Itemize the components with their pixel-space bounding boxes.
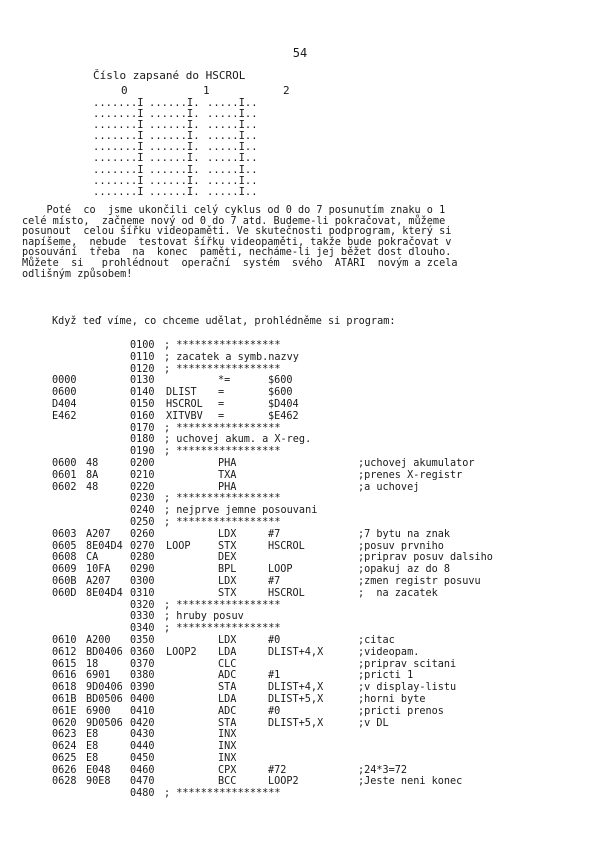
listing-operand: #0 bbox=[268, 705, 281, 717]
listing-line-number: 0100 bbox=[130, 340, 155, 351]
grid-cell: .......I bbox=[93, 108, 144, 121]
listing-operand: HSCROL bbox=[268, 540, 305, 552]
listing-comment: ;uchovej akumulator bbox=[358, 457, 475, 469]
listing-address: 0625 bbox=[52, 752, 77, 764]
listing-address: D404 bbox=[52, 398, 77, 410]
grid-cell: .......I bbox=[93, 119, 144, 132]
listing-line-number: 0360 bbox=[130, 646, 155, 658]
listing-line-number: 0220 bbox=[130, 481, 155, 493]
listing-line-number: 0130 bbox=[130, 375, 155, 387]
listing-operand: #7 bbox=[268, 528, 281, 540]
listing-section-comment: ; nejprve jemne posouvani bbox=[164, 505, 318, 517]
listing-opcode: LDA bbox=[218, 693, 237, 705]
listing-opcode: CLC bbox=[218, 658, 237, 670]
grid-cell: ......I. bbox=[149, 97, 200, 109]
grid-cell: .......I bbox=[93, 174, 144, 187]
listing-line-number: 0420 bbox=[130, 717, 155, 729]
listing-bytes: E8 bbox=[86, 741, 99, 753]
listing-section-comment: ; hruby posuv bbox=[164, 611, 244, 623]
listing-label: XITVBV bbox=[166, 410, 203, 422]
listing-address: 0603 bbox=[52, 528, 77, 540]
listing-operand: #1 bbox=[268, 670, 281, 682]
listing-address: 0000 bbox=[52, 375, 77, 387]
grid-row bbox=[93, 187, 267, 198]
listing-address: 061E bbox=[52, 705, 77, 717]
grid-cell: ......I. bbox=[149, 119, 200, 132]
listing-line-number: 0470 bbox=[130, 776, 155, 788]
listing-section-comment: ; uchovej akum. a X-reg. bbox=[164, 434, 312, 446]
listing-line-number: 0190 bbox=[130, 446, 155, 458]
listing-comment: ;priprav posuv dalsiho bbox=[358, 552, 493, 564]
listing-line-number: 0330 bbox=[130, 611, 155, 623]
body-paragraph bbox=[22, 206, 588, 280]
grid-cell: ......I. bbox=[149, 130, 200, 143]
listing-bytes: A207 bbox=[86, 575, 111, 587]
grid-cell: .....I.. bbox=[207, 119, 258, 132]
grid-cell: .....I.. bbox=[207, 141, 258, 154]
paragraph-line: Poté co jsme ukončili celý cyklus od 0 do 7 posunutím znaku o 1 bbox=[22, 205, 446, 216]
listing-line-number: 0230 bbox=[130, 493, 155, 505]
listing-address: 0618 bbox=[52, 682, 77, 694]
listing-line-number: 0350 bbox=[130, 634, 155, 646]
listing-bytes: E8 bbox=[86, 729, 99, 741]
listing-comment: ;zmen registr posuvu bbox=[358, 575, 481, 587]
listing-opcode: = bbox=[218, 398, 225, 410]
listing-comment: ;posuv prvniho bbox=[358, 540, 444, 552]
listing-opcode: CPX bbox=[218, 764, 237, 776]
listing-section-comment: ; ***************** bbox=[164, 340, 281, 351]
listing-line-number: 0150 bbox=[130, 398, 155, 410]
listing-opcode: INX bbox=[218, 729, 237, 741]
listing-line-number: 0400 bbox=[130, 693, 155, 705]
listing-section-comment: ; ***************** bbox=[164, 599, 281, 611]
paragraph-line: Můžete si prohlédnout operační systém svého ATARI novým a zcela bbox=[22, 257, 458, 269]
listing-comment: ;opakuj az do 8 bbox=[358, 564, 451, 576]
listing-line-number: 0280 bbox=[130, 552, 155, 564]
grid-cell: .....I.. bbox=[207, 97, 258, 109]
listing-bytes: 48 bbox=[86, 457, 99, 469]
listing-bytes: 8A bbox=[86, 469, 99, 481]
listing-section-comment: ; ***************** bbox=[164, 446, 281, 458]
listing-address: 060B bbox=[52, 575, 77, 587]
listing-address: 0602 bbox=[52, 481, 77, 493]
grid-cell: ......I. bbox=[149, 108, 200, 121]
listing-operand: DLIST+5,X bbox=[268, 693, 324, 705]
grid-cell: ......I. bbox=[149, 185, 200, 198]
grid-cell: .......I bbox=[93, 97, 144, 109]
listing-bytes: BD0506 bbox=[86, 693, 123, 705]
listing-line-number: 0430 bbox=[130, 729, 155, 741]
listing-line-number: 0170 bbox=[130, 422, 155, 434]
listing-address: 0615 bbox=[52, 658, 77, 670]
listing-line-number: 0290 bbox=[130, 564, 155, 576]
listing-opcode: INX bbox=[218, 752, 237, 764]
listing-line-number: 0140 bbox=[130, 387, 155, 399]
listing-line-number: 0460 bbox=[130, 764, 155, 776]
paragraph-line: celé místo, začneme nový od 0 do 7 atd. Budeme-li pokračovat, můžeme bbox=[22, 215, 446, 227]
listing-operand: #0 bbox=[268, 634, 281, 646]
listing-operand: #7 bbox=[268, 575, 281, 587]
grid-cell: .....I.. bbox=[207, 185, 258, 198]
grid-cell: .....I.. bbox=[207, 163, 258, 176]
listing-line-number: 0120 bbox=[130, 363, 155, 375]
listing-comment: ;24*3=72 bbox=[358, 764, 408, 776]
listing-address: 0605 bbox=[52, 540, 77, 552]
listing-operand: LOOP bbox=[268, 564, 293, 576]
listing-section-comment: ; ***************** bbox=[164, 516, 281, 528]
listing-opcode: DEX bbox=[218, 552, 237, 564]
listing-bytes: A200 bbox=[86, 634, 111, 646]
listing-address: 0623 bbox=[52, 729, 77, 741]
listing-bytes: 10FA bbox=[86, 564, 111, 576]
listing-line-number: 0160 bbox=[130, 410, 155, 422]
listing-address: 0600 bbox=[52, 457, 77, 469]
listing-line-number: 0450 bbox=[130, 752, 155, 764]
listing-line-number: 0180 bbox=[130, 434, 155, 446]
listing-comment: ;v DL bbox=[358, 717, 389, 729]
listing-opcode: INX bbox=[218, 741, 237, 753]
listing-operand: $E462 bbox=[268, 410, 299, 422]
paragraph-line: napíšeme, nebude testovat šířku videopaměti, takže bude pokračovat v bbox=[22, 236, 452, 248]
grid-cell: ......I. bbox=[149, 174, 200, 187]
listing-bytes: 6901 bbox=[86, 670, 111, 682]
listing-comment: ;prenes X-registr bbox=[358, 469, 463, 481]
grid-cell: .......I bbox=[93, 185, 144, 198]
listing-operand: DLIST+5,X bbox=[268, 717, 324, 729]
listing-line-number: 0200 bbox=[130, 457, 155, 469]
listing-bytes: 90E8 bbox=[86, 776, 111, 788]
listing-opcode: ADC bbox=[218, 670, 237, 682]
grid-cell: ......I. bbox=[149, 152, 200, 165]
listing-comment: ;videopam. bbox=[358, 646, 420, 658]
listing-comment: ;horni byte bbox=[358, 693, 426, 705]
listing-address: 0620 bbox=[52, 717, 77, 729]
grid-cell: ......I. bbox=[149, 163, 200, 176]
listing-operand: LOOP2 bbox=[268, 776, 299, 788]
listing-opcode: STA bbox=[218, 682, 237, 694]
listing-opcode: LDA bbox=[218, 646, 237, 658]
listing-bytes: 18 bbox=[86, 658, 99, 670]
listing-section-comment: ; ***************** bbox=[164, 422, 281, 434]
grid-row bbox=[93, 165, 267, 176]
listing-line-number: 0110 bbox=[130, 351, 155, 363]
listing-address: 061B bbox=[52, 693, 77, 705]
listing-address: 0624 bbox=[52, 741, 77, 753]
grid-row bbox=[93, 153, 267, 164]
listing-bytes: 8E04D4 bbox=[86, 540, 123, 552]
listing-bytes: E048 bbox=[86, 764, 111, 776]
grid-cell: ......I. bbox=[149, 141, 200, 154]
listing-line-number: 0240 bbox=[130, 505, 155, 517]
intro-line: Když teď víme, co chceme udělat, prohlédněme si program: bbox=[52, 316, 396, 327]
listing-section-comment: ; ***************** bbox=[164, 788, 281, 800]
page-number: 54 bbox=[292, 46, 308, 60]
listing-line-number: 0300 bbox=[130, 575, 155, 587]
listing-line-number: 0390 bbox=[130, 682, 155, 694]
listing-line-number: 0440 bbox=[130, 741, 155, 753]
listing-bytes: 6900 bbox=[86, 705, 111, 717]
listing-opcode: = bbox=[218, 410, 225, 422]
listing-label: DLIST bbox=[166, 387, 197, 399]
listing-opcode: LDX bbox=[218, 575, 237, 587]
listing-operand: DLIST+4,X bbox=[268, 682, 324, 694]
listing-bytes: 48 bbox=[86, 481, 99, 493]
grid-cell: .......I bbox=[93, 152, 144, 165]
listing-operand: #72 bbox=[268, 764, 287, 776]
grid-cell: .....I.. bbox=[207, 174, 258, 187]
listing-operand: DLIST+4,X bbox=[268, 646, 324, 658]
listing-address: 0600 bbox=[52, 387, 77, 399]
listing-address: 060D bbox=[52, 587, 77, 599]
listing-address: 0609 bbox=[52, 564, 77, 576]
listing-opcode: BCC bbox=[218, 776, 237, 788]
listing-opcode: LDX bbox=[218, 528, 237, 540]
listing-comment: ;pricti prenos bbox=[358, 705, 444, 717]
listing-section-comment: ; ***************** bbox=[164, 363, 281, 375]
listing-comment: ;citac bbox=[358, 634, 395, 646]
listing-address: 0601 bbox=[52, 469, 77, 481]
listing-label: LOOP2 bbox=[166, 646, 197, 658]
listing-opcode: STX bbox=[218, 587, 237, 599]
grid-cell: .....I.. bbox=[207, 152, 258, 165]
column-number: 2 bbox=[283, 84, 290, 97]
listing-line-number: 0270 bbox=[130, 540, 155, 552]
column-number: 1 bbox=[203, 84, 210, 97]
listing-comment: ;pricti 1 bbox=[358, 670, 414, 682]
listing-comment: ; na zacatek bbox=[358, 587, 438, 599]
grid-cell: .......I bbox=[93, 163, 144, 176]
listing-line-number: 0260 bbox=[130, 528, 155, 540]
listing-comment: ;v display-listu bbox=[358, 682, 457, 694]
listing-line-number: 0210 bbox=[130, 469, 155, 481]
listing-section-comment: ; zacatek a symb.nazvy bbox=[164, 351, 299, 363]
listing-line-number: 0320 bbox=[130, 599, 155, 611]
paragraph-line: posunout celou šířku videopaměti. Ve skutečnosti podprogram, který si bbox=[22, 226, 452, 238]
listing-label: HSCROL bbox=[166, 398, 203, 410]
paragraph-line: posouvání třeba na konec paměti, necháme-li jej běžet dost dlouho. bbox=[22, 247, 452, 259]
listing-opcode: TXA bbox=[218, 469, 237, 481]
listing-opcode: *= bbox=[218, 375, 231, 387]
listing-operand: $600 bbox=[268, 387, 293, 399]
listing-comment: ;Jeste neni konec bbox=[358, 776, 463, 788]
listing-opcode: = bbox=[218, 387, 225, 399]
listing-operand: HSCROL bbox=[268, 587, 305, 599]
listing-bytes: BD0406 bbox=[86, 646, 123, 658]
listing-line-number: 0310 bbox=[130, 587, 155, 599]
listing-bytes: CA bbox=[86, 552, 99, 564]
paragraph-line: odlišným způsobem! bbox=[22, 268, 133, 280]
listing-address: 0626 bbox=[52, 764, 77, 776]
listing-opcode: STX bbox=[218, 540, 237, 552]
column-number: 0 bbox=[121, 84, 128, 97]
listing-bytes: 9D0406 bbox=[86, 682, 123, 694]
listing-opcode: PHA bbox=[218, 457, 237, 469]
listing-label: LOOP bbox=[166, 540, 191, 552]
listing-section-comment: ; ***************** bbox=[164, 493, 281, 505]
listing-line-number: 0380 bbox=[130, 670, 155, 682]
listing-comment: ;a uchovej bbox=[358, 481, 420, 493]
listing-bytes: E8 bbox=[86, 752, 99, 764]
listing-address: 0612 bbox=[52, 646, 77, 658]
listing-opcode: PHA bbox=[218, 481, 237, 493]
listing-opcode: BPL bbox=[218, 564, 237, 576]
listing-line-number: 0480 bbox=[130, 788, 155, 800]
listing-line-number: 0370 bbox=[130, 658, 155, 670]
hscrol-figure-grid bbox=[93, 98, 267, 198]
listing-address: 0628 bbox=[52, 776, 77, 788]
listing-bytes: A207 bbox=[86, 528, 111, 540]
listing-line-number: 0410 bbox=[130, 705, 155, 717]
listing-line-number: 0250 bbox=[130, 516, 155, 528]
grid-cell: .....I.. bbox=[207, 108, 258, 121]
listing-bytes: 8E04D4 bbox=[86, 587, 123, 599]
grid-cell: .......I bbox=[93, 141, 144, 154]
listing-address: E462 bbox=[52, 410, 77, 422]
listing-bytes: 9D0506 bbox=[86, 717, 123, 729]
listing-opcode: ADC bbox=[218, 705, 237, 717]
listing-comment: ;priprav scitani bbox=[358, 658, 457, 670]
listing-address: 0616 bbox=[52, 670, 77, 682]
listing-operand: $D404 bbox=[268, 398, 299, 410]
hscrol-figure-caption: Číslo zapsané do HSCROL bbox=[93, 69, 246, 82]
grid-cell: .......I bbox=[93, 130, 144, 143]
grid-cell: .....I.. bbox=[207, 130, 258, 143]
listing-address: 0610 bbox=[52, 634, 77, 646]
listing-section-comment: ; ***************** bbox=[164, 623, 281, 635]
listing-opcode: STA bbox=[218, 717, 237, 729]
listing-comment: ;7 bytu na znak bbox=[358, 528, 451, 540]
listing-opcode: LDX bbox=[218, 634, 237, 646]
listing-line-number: 0340 bbox=[130, 623, 155, 635]
listing-address: 0608 bbox=[52, 552, 77, 564]
listing-operand: $600 bbox=[268, 375, 293, 387]
